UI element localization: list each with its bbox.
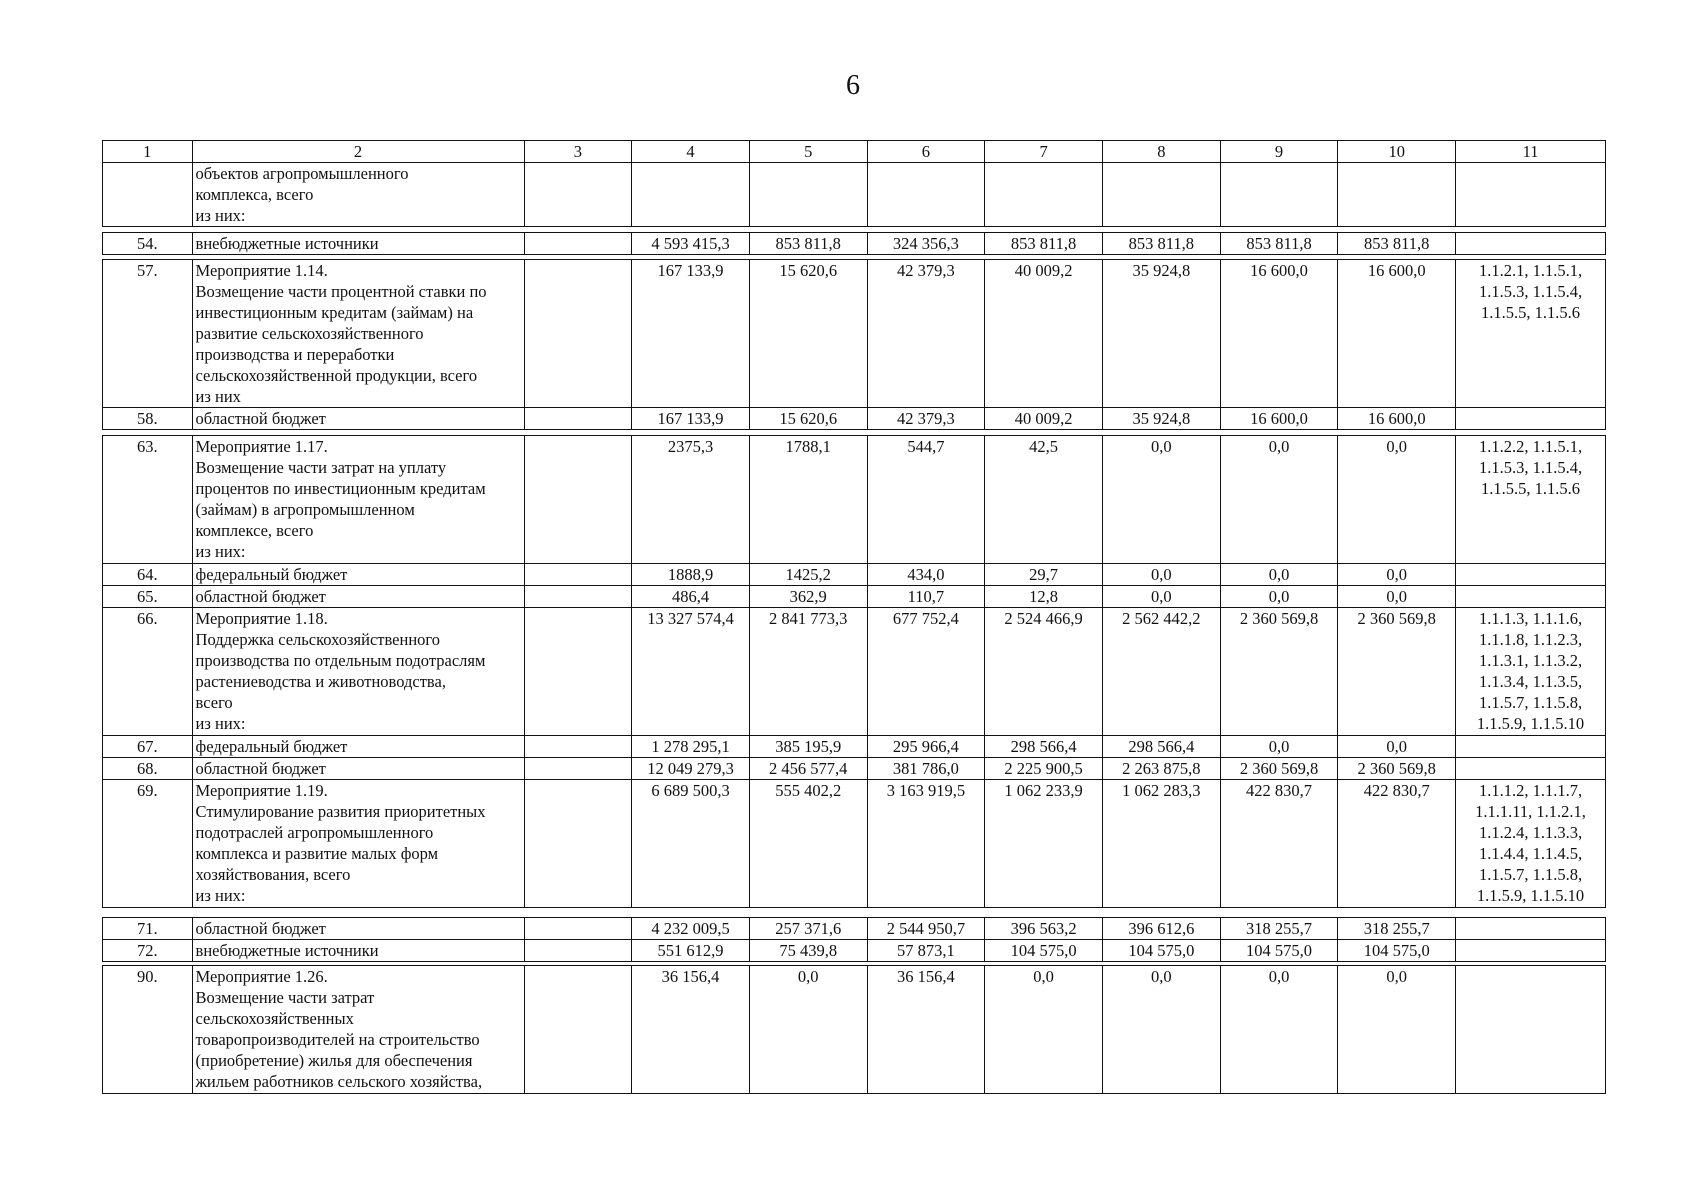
column-header: 9 (1220, 141, 1338, 163)
row-col3 (524, 163, 632, 227)
row-value: 16 600,0 (1220, 260, 1338, 408)
row-value: 853 811,8 (1220, 233, 1338, 255)
row-value: 1 062 283,3 (1102, 780, 1220, 908)
column-header: 2 (192, 141, 524, 163)
row-value: 12 049 279,3 (632, 758, 750, 780)
row-value: 1 278 295,1 (632, 736, 750, 758)
row-number: 63. (103, 436, 193, 564)
row-value: 0,0 (1338, 586, 1456, 608)
row-value (867, 163, 985, 227)
row-value (1338, 163, 1456, 227)
row-name: внебюджетные источники (192, 233, 524, 255)
table-row (103, 436, 1606, 564)
row-name: внебюджетные источники (192, 940, 524, 962)
row-value: 1888,9 (632, 564, 750, 586)
row-col3 (524, 736, 632, 758)
row-number: 66. (103, 608, 193, 736)
row-number: 69. (103, 780, 193, 908)
row-col3 (524, 608, 632, 736)
row-value: 2 562 442,2 (1102, 608, 1220, 736)
row-name: Мероприятие 1.19. Стимулирование развития приоритетных подотраслей агропромышленного комплекса и развитие малых форм хозяйствования, всего из них: (192, 780, 524, 908)
row-value: 677 752,4 (867, 608, 985, 736)
row-value: 35 924,8 (1102, 260, 1220, 408)
row-codes (1456, 233, 1606, 255)
table-row (103, 940, 1606, 962)
page-number: 6 (846, 70, 860, 101)
row-value: 0,0 (1338, 564, 1456, 586)
row-number: 65. (103, 586, 193, 608)
row-col3 (524, 966, 632, 1094)
row-value: 16 600,0 (1220, 408, 1338, 430)
row-value: 853 811,8 (985, 233, 1103, 255)
row-value: 1788,1 (749, 436, 867, 564)
row-value: 3 163 919,5 (867, 780, 985, 908)
row-value (749, 163, 867, 227)
row-number: 71. (103, 918, 193, 940)
row-codes: 1.1.2.1, 1.1.5.1, 1.1.5.3, 1.1.5.4, 1.1.5.5, 1.1.5.6 (1456, 260, 1606, 408)
row-codes (1456, 966, 1606, 1094)
row-number: 58. (103, 408, 193, 430)
row-value: 36 156,4 (867, 966, 985, 1094)
row-value: 15 620,6 (749, 408, 867, 430)
row-value: 13 327 574,4 (632, 608, 750, 736)
row-value: 486,4 (632, 586, 750, 608)
table-block (102, 259, 1606, 430)
row-number: 54. (103, 233, 193, 255)
row-value: 104 575,0 (1338, 940, 1456, 962)
row-col3 (524, 940, 632, 962)
table-row (103, 758, 1606, 780)
row-value: 396 612,6 (1102, 918, 1220, 940)
row-value: 1425,2 (749, 564, 867, 586)
column-header: 6 (867, 141, 985, 163)
row-value: 35 924,8 (1102, 408, 1220, 430)
row-codes: 1.1.1.2, 1.1.1.7, 1.1.1.11, 1.1.2.1, 1.1.2.4, 1.1.3.3, 1.1.4.4, 1.1.4.5, 1.1.5.7, 1.1.5.8, 1.1.5.9, 1.1.5.10 (1456, 780, 1606, 908)
row-value: 2 360 569,8 (1338, 608, 1456, 736)
row-value: 0,0 (1102, 586, 1220, 608)
row-value: 2375,3 (632, 436, 750, 564)
row-value: 2 360 569,8 (1220, 608, 1338, 736)
row-value (1220, 163, 1338, 227)
row-name: Мероприятие 1.14. Возмещение части процентной ставки по инвестиционным кредитам (займам) на развитие сельскохозяйственного производства и переработки сельскохозяйственной продукции, всего из них (192, 260, 524, 408)
row-value: 298 566,4 (1102, 736, 1220, 758)
table-row (103, 233, 1606, 255)
row-value: 544,7 (867, 436, 985, 564)
row-name: областной бюджет (192, 586, 524, 608)
row-value: 40 009,2 (985, 260, 1103, 408)
row-value: 16 600,0 (1338, 260, 1456, 408)
row-value: 385 195,9 (749, 736, 867, 758)
row-value: 318 255,7 (1220, 918, 1338, 940)
row-value: 0,0 (1220, 966, 1338, 1094)
row-number: 67. (103, 736, 193, 758)
row-value: 0,0 (985, 966, 1103, 1094)
row-value: 853 811,8 (749, 233, 867, 255)
row-codes (1456, 918, 1606, 940)
row-number: 90. (103, 966, 193, 1094)
column-header: 5 (749, 141, 867, 163)
row-col3 (524, 260, 632, 408)
row-col3 (524, 436, 632, 564)
row-value (1102, 163, 1220, 227)
row-col3 (524, 408, 632, 430)
row-col3 (524, 780, 632, 908)
row-value: 2 456 577,4 (749, 758, 867, 780)
row-codes: 1.1.2.2, 1.1.5.1, 1.1.5.3, 1.1.5.4, 1.1.5.5, 1.1.5.6 (1456, 436, 1606, 564)
row-codes (1456, 758, 1606, 780)
row-value: 167 133,9 (632, 408, 750, 430)
table-row (103, 564, 1606, 586)
row-value: 0,0 (1220, 436, 1338, 564)
row-name: федеральный бюджет (192, 564, 524, 586)
row-name: Мероприятие 1.26. Возмещение части затрат сельскохозяйственных товаропроизводителей на строительство (приобретение) жилья для обеспечения жильем работников сельского хозяйства, (192, 966, 524, 1094)
row-number (103, 163, 193, 227)
row-value: 0,0 (1338, 966, 1456, 1094)
row-value: 0,0 (1102, 436, 1220, 564)
row-value: 6 689 500,3 (632, 780, 750, 908)
row-codes: 1.1.1.3, 1.1.1.6, 1.1.1.8, 1.1.2.3, 1.1.3.1, 1.1.3.2, 1.1.3.4, 1.1.3.5, 1.1.5.7, 1.1.5.8, 1.1.5.9, 1.1.5.10 (1456, 608, 1606, 736)
table-header-row (103, 141, 1606, 163)
row-value: 104 575,0 (985, 940, 1103, 962)
row-codes (1456, 736, 1606, 758)
row-codes (1456, 564, 1606, 586)
row-name: Мероприятие 1.17. Возмещение части затрат на уплату процентов по инвестиционным кредитам (займам) в агропромышленном комплексе, всего из них: (192, 436, 524, 564)
row-value: 0,0 (1102, 564, 1220, 586)
row-value: 29,7 (985, 564, 1103, 586)
row-value: 2 544 950,7 (867, 918, 985, 940)
row-col3 (524, 758, 632, 780)
row-number: 68. (103, 758, 193, 780)
row-number: 64. (103, 564, 193, 586)
row-codes (1456, 163, 1606, 227)
row-value: 1 062 233,9 (985, 780, 1103, 908)
row-col3 (524, 564, 632, 586)
row-value (632, 163, 750, 227)
column-header: 3 (524, 141, 632, 163)
column-header: 4 (632, 141, 750, 163)
row-value: 551 612,9 (632, 940, 750, 962)
row-number: 57. (103, 260, 193, 408)
row-value: 853 811,8 (1102, 233, 1220, 255)
table-row (103, 408, 1606, 430)
table-row (103, 918, 1606, 940)
row-value: 42 379,3 (867, 408, 985, 430)
row-value (985, 163, 1103, 227)
column-header: 1 (103, 141, 193, 163)
row-value: 15 620,6 (749, 260, 867, 408)
table-block (102, 965, 1606, 1094)
row-value: 104 575,0 (1220, 940, 1338, 962)
row-value: 298 566,4 (985, 736, 1103, 758)
table-row (103, 260, 1606, 408)
row-name: Мероприятие 1.18. Поддержка сельскохозяйственного производства по отдельным подотраслям растениеводства и животноводства, всего из них: (192, 608, 524, 736)
row-value: 104 575,0 (1102, 940, 1220, 962)
row-value: 36 156,4 (632, 966, 750, 1094)
row-value: 0,0 (1220, 564, 1338, 586)
table-row (103, 736, 1606, 758)
row-col3 (524, 918, 632, 940)
table-block (102, 140, 1606, 227)
row-name: областной бюджет (192, 408, 524, 430)
column-header: 11 (1456, 141, 1606, 163)
row-value: 853 811,8 (1338, 233, 1456, 255)
row-value: 422 830,7 (1338, 780, 1456, 908)
row-value: 2 360 569,8 (1338, 758, 1456, 780)
row-col3 (524, 586, 632, 608)
row-value: 0,0 (749, 966, 867, 1094)
row-value: 4 232 009,5 (632, 918, 750, 940)
row-value: 0,0 (1220, 586, 1338, 608)
row-value: 42 379,3 (867, 260, 985, 408)
row-value: 0,0 (1102, 966, 1220, 1094)
row-value: 110,7 (867, 586, 985, 608)
row-name: объектов агропромышленного комплекса, всего из них: (192, 163, 524, 227)
row-value: 422 830,7 (1220, 780, 1338, 908)
row-name: областной бюджет (192, 758, 524, 780)
row-value: 2 360 569,8 (1220, 758, 1338, 780)
row-value: 42,5 (985, 436, 1103, 564)
row-codes (1456, 940, 1606, 962)
row-number: 72. (103, 940, 193, 962)
row-col3 (524, 233, 632, 255)
row-value: 0,0 (1338, 436, 1456, 564)
row-value: 75 439,8 (749, 940, 867, 962)
row-value: 4 593 415,3 (632, 233, 750, 255)
table-row (103, 780, 1606, 908)
table-block (102, 435, 1606, 908)
row-value: 295 966,4 (867, 736, 985, 758)
row-value: 0,0 (1220, 736, 1338, 758)
row-value: 362,9 (749, 586, 867, 608)
row-codes (1456, 408, 1606, 430)
column-header: 8 (1102, 141, 1220, 163)
row-value: 318 255,7 (1338, 918, 1456, 940)
row-value: 381 786,0 (867, 758, 985, 780)
table-block (102, 917, 1606, 962)
row-value: 2 225 900,5 (985, 758, 1103, 780)
column-header: 7 (985, 141, 1103, 163)
row-value: 12,8 (985, 586, 1103, 608)
row-name: федеральный бюджет (192, 736, 524, 758)
row-value: 324 356,3 (867, 233, 985, 255)
row-value: 396 563,2 (985, 918, 1103, 940)
row-value: 16 600,0 (1338, 408, 1456, 430)
table-row (103, 163, 1606, 227)
row-value: 555 402,2 (749, 780, 867, 908)
row-value: 434,0 (867, 564, 985, 586)
table-row (103, 586, 1606, 608)
table-block (102, 232, 1606, 255)
row-value: 40 009,2 (985, 408, 1103, 430)
row-value: 0,0 (1338, 736, 1456, 758)
row-value: 167 133,9 (632, 260, 750, 408)
row-value: 57 873,1 (867, 940, 985, 962)
row-value: 2 841 773,3 (749, 608, 867, 736)
row-value: 2 263 875,8 (1102, 758, 1220, 780)
row-name: областной бюджет (192, 918, 524, 940)
column-header: 10 (1338, 141, 1456, 163)
table-row (103, 966, 1606, 1094)
row-value: 257 371,6 (749, 918, 867, 940)
row-value: 2 524 466,9 (985, 608, 1103, 736)
table-row (103, 608, 1606, 736)
row-codes (1456, 586, 1606, 608)
